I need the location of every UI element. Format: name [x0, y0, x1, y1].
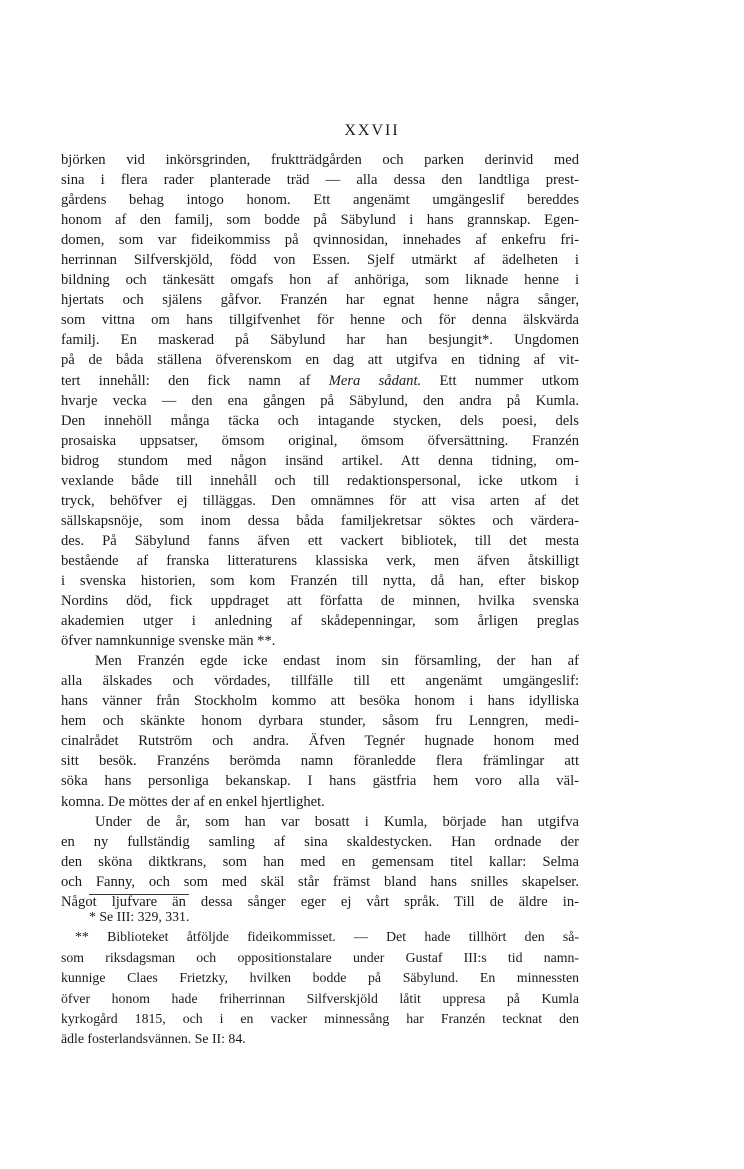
text-line: sitt besök. Franzéns berömda namn föranledde flera främlingar att — [61, 753, 579, 770]
text-line: vexlande både till innehåll och till redaktionspersonal, icke utkom i — [61, 472, 579, 489]
text-line: familj. En maskerad på Säbylund har han besjungit*. Ungdomen — [61, 332, 579, 349]
footnote-line: * Se III: 329, 331. — [89, 909, 190, 924]
text-line: den sköna diktkrans, som han med en gemensam titel kallar: Selma — [61, 853, 579, 870]
text-line: i svenska historien, som kom Franzén till nytta, då han, efter biskop — [61, 572, 579, 589]
footnote-divider — [89, 894, 189, 895]
text-line: tryck, behöfver ej tilläggas. Den omnämnes för att visa arten af det — [61, 492, 579, 509]
footnote-line: som riksdagsman och oppositionstalare under Gustaf III:s tid namn- — [61, 949, 579, 965]
footnote-line: kyrkogård 1815, och i en vacker minnessång har Franzén tecknat den — [61, 1011, 579, 1027]
text-line: bildning och tänkesätt omgafs hon af anhöriga, som liknade henne i — [61, 272, 579, 289]
footnote-line: ädle fosterlandsvännen. Se II: 84. — [61, 1031, 246, 1047]
text-line: herrinnan Silfverskjöld, född von Essen. Sjelf utmärkt af ädelheten i — [61, 252, 579, 269]
text-line: hans vänner från Stockholm kommo att besöka honom i hans idylliska — [61, 693, 579, 710]
text-line: alla älskades och vördades, tillfälle till ett angenämt umgängeslif: — [61, 673, 579, 690]
text-line: akademien utger i anledning af skådepenningar, som årligen preglas — [61, 613, 579, 630]
footnote-line: öfver honom hade friherrinnan Silfverskjöld låtit uppresa på Kumla — [61, 990, 579, 1006]
text-line: på de båda ställena öfverenskom en dag att utgifva en tidning af vit- — [61, 352, 579, 369]
text-line: hem och skänkte honom dyrbara stunder, såsom fru Lenngren, medi- — [61, 713, 579, 730]
text-line: som vittna om hans tillgifvenhet för henne och för denna älskvärda — [61, 312, 579, 329]
text-line: björken vid inkörsgrinden, fruktträdgården och parken derinvid med — [61, 152, 579, 168]
text-line: Men Franzén egde icke endast inom sin församling, der han af — [95, 653, 579, 670]
text-line: honom af den familj, som bodde på Säbylund i hans grannskap. Egen- — [61, 212, 579, 229]
text-line: en ny fullständig samling af sina skaldestycken. Han ordnade der — [61, 833, 579, 850]
text-line: cinalrådet Rutström och andra. Äfven Tegnér hugnade honom med — [61, 733, 579, 750]
text-line: Nordins död, fick uppdraget att författa de minnen, hvilka svenska — [61, 593, 579, 610]
text-line: hvarje vecka — den ena gången på Säbylund, den andra på Kumla. — [61, 392, 579, 409]
text-line: domen, som var fideikommiss på qvinnosidan, innehades af enkefru fri- — [61, 232, 579, 249]
text-line: gårdens behag intogo honom. Ett angenämt umgängeslif bereddes — [61, 192, 579, 209]
text-line: bidrog stundom med någon insänd artikel. Att denna tidning, om- — [61, 452, 579, 469]
footnote-line: ** Biblioteket åtföljde fideikommisset. — Det hade tillhört den så- — [75, 929, 579, 945]
text-line: des. På Säbylund fanns äfven ett vackert bibliotek, till det mesta — [61, 532, 579, 549]
text-line: och Fanny, och som med skäl står främst bland hans snilles skapelser. — [61, 873, 579, 890]
text-line: hjertats och själens gåfvor. Franzén har egnat henne några sånger, — [61, 292, 579, 309]
text-line: sällskapsnöje, som inom dessa båda familjekretsar söktes och värdera- — [61, 512, 579, 529]
text-line: prosaiska uppsatser, ömsom original, ömsom öfversättning. Franzén — [61, 432, 579, 449]
text-line: tert innehåll: den fick namn af Mera sådant. Ett nummer utkom — [61, 372, 579, 389]
text-line: öfver namnkunnige svenske män **. — [61, 633, 276, 650]
text-line: bestående af franska litteraturens klassiska verk, men äfven åtskilligt — [61, 552, 579, 569]
text-line: Något ljufvare än dessa sånger eger ej vårt språk. Till de äldre in- — [61, 893, 579, 910]
body-text — [61, 150, 579, 912]
footnotes — [61, 907, 579, 1050]
text-line: Under de år, som han var bosatt i Kumla, började han utgifva — [95, 813, 579, 830]
text-line: sina i flera rader planterade träd — alla dessa den landtliga prest- — [61, 172, 579, 189]
footnote-line: kunnige Claes Frietzky, hvilken bodde på Säbylund. En minnessten — [61, 970, 579, 986]
text-line: komna. De möttes der af en enkel hjertlighet. — [61, 793, 325, 810]
text-line: Den innehöll många täcka och intagande stycken, dels poesi, dels — [61, 412, 579, 429]
text-line: söka hans personliga bekanskap. I hans gästfria hem voro alla väl- — [61, 773, 579, 790]
page-number: XXVII — [344, 122, 400, 139]
